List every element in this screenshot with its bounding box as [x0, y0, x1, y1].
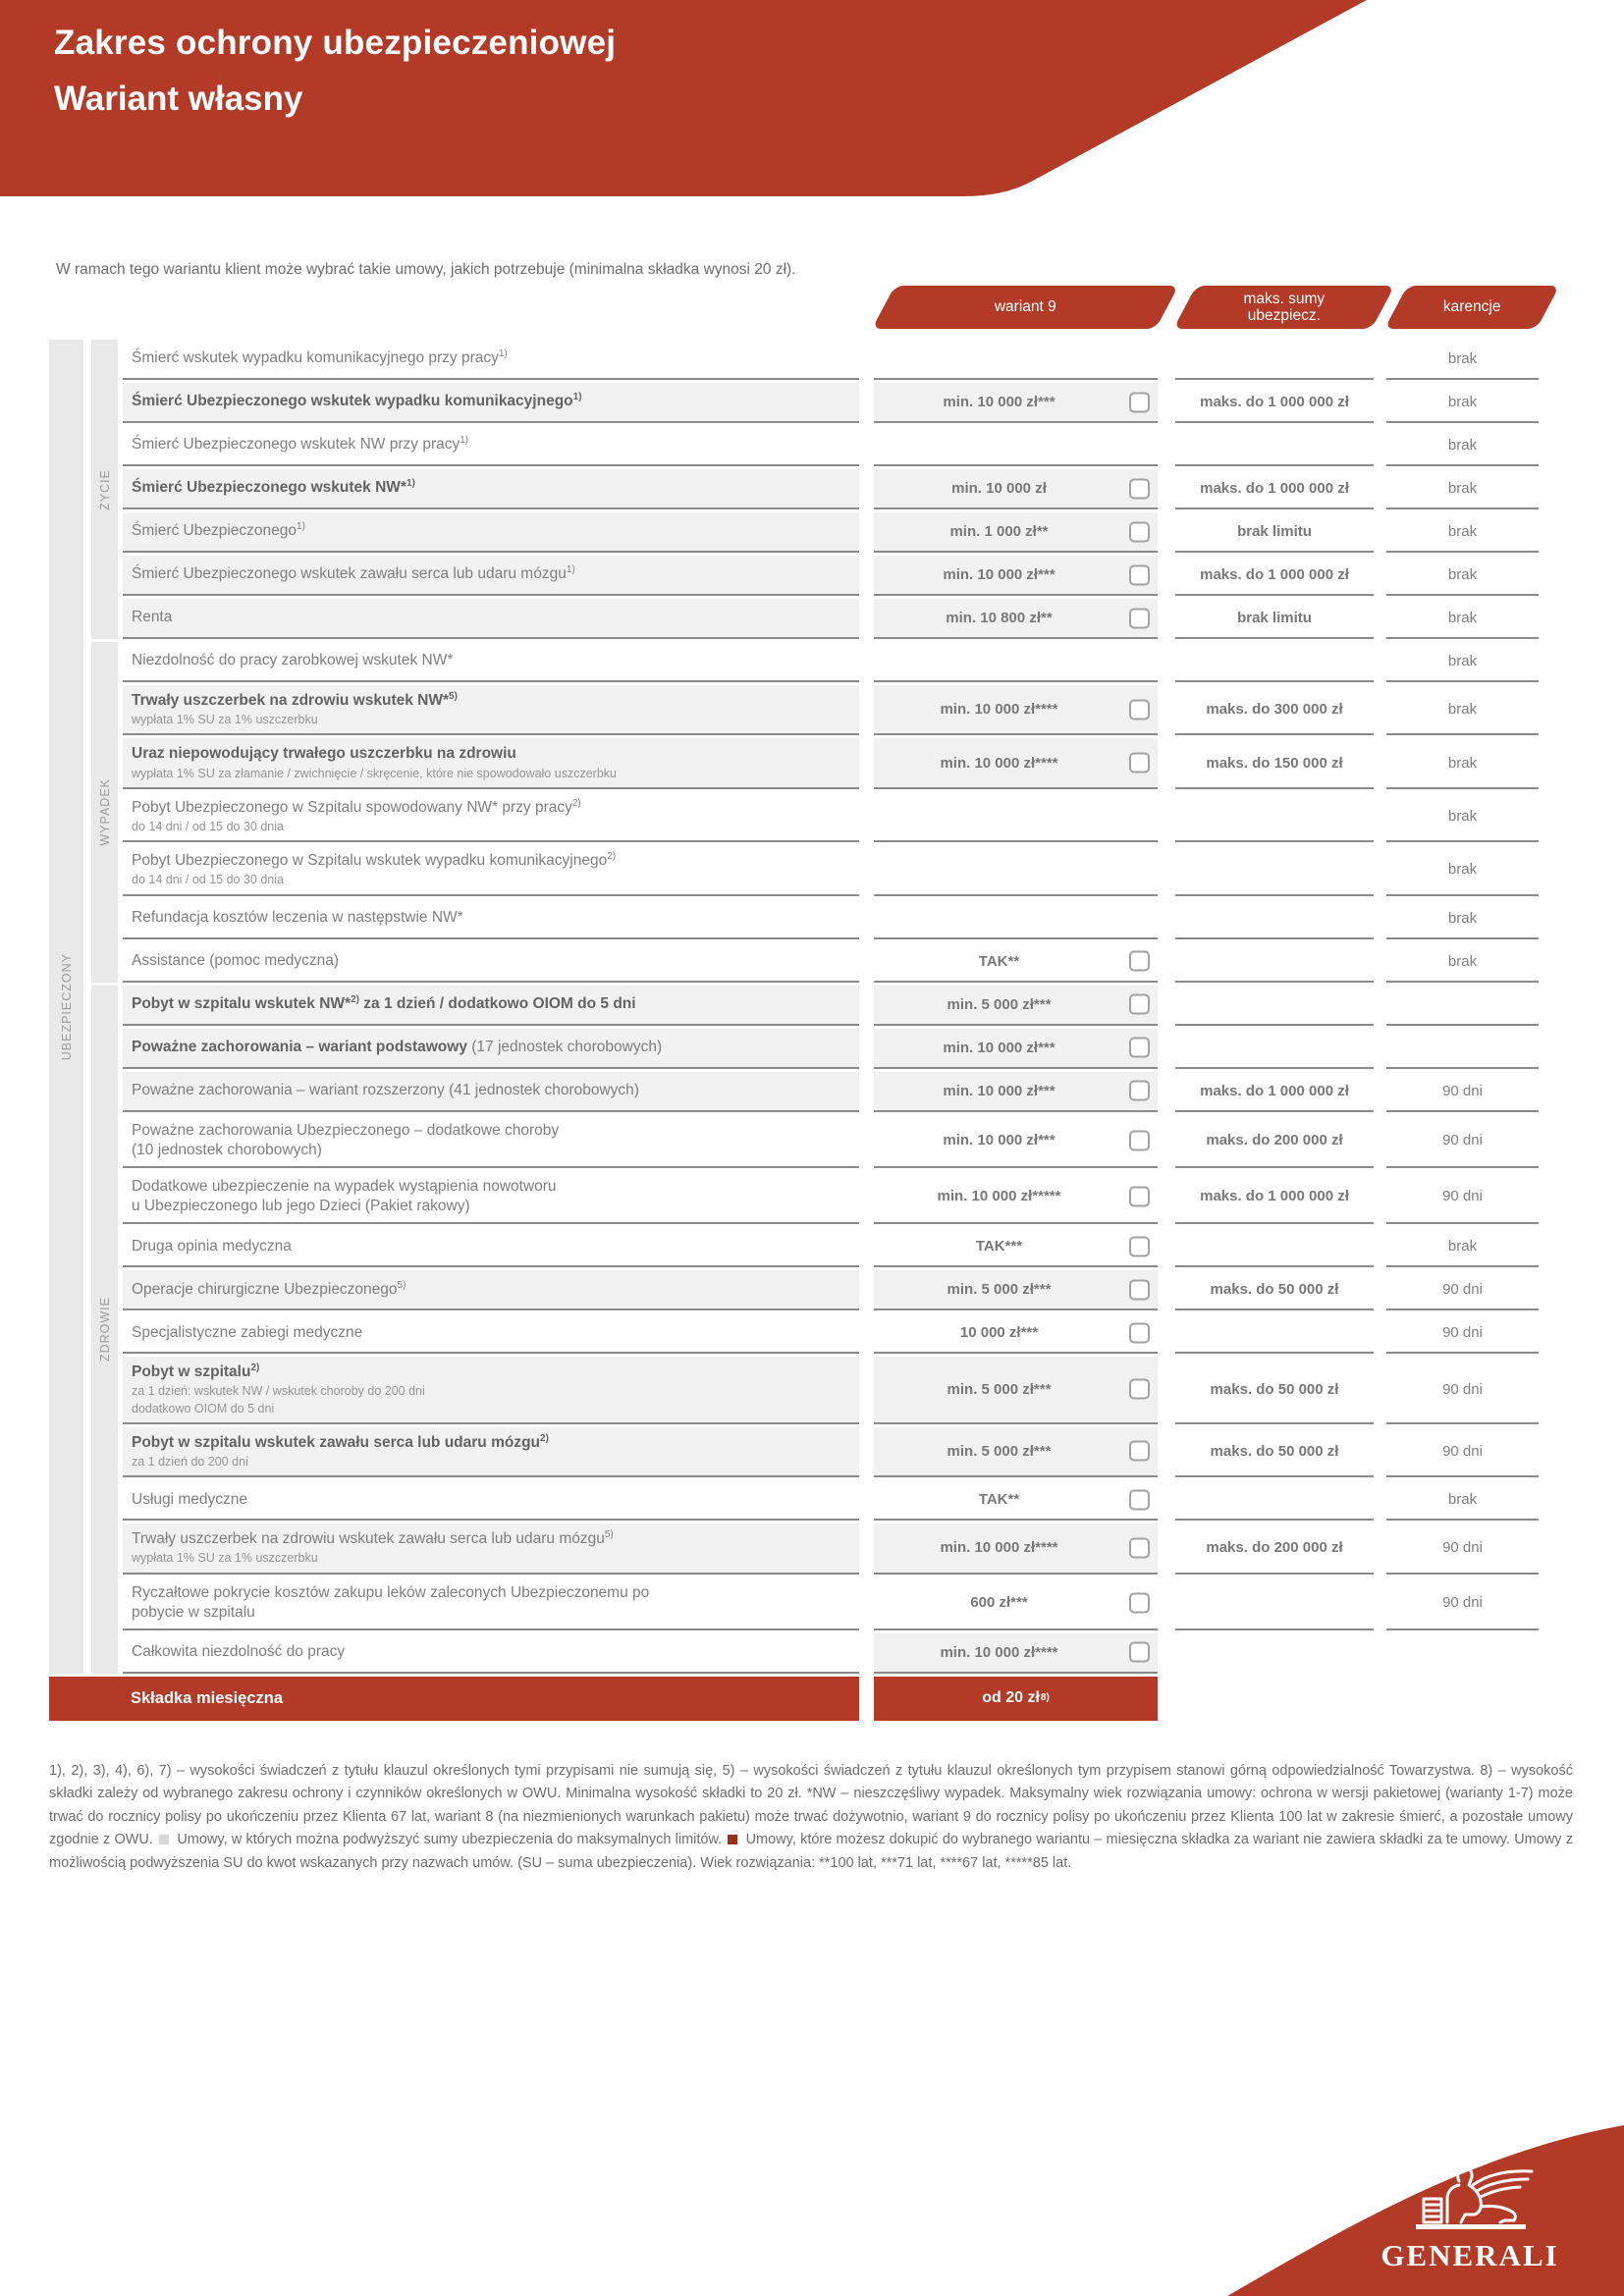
coverage-select-checkbox[interactable]: [1129, 521, 1150, 542]
coverage-select-checkbox[interactable]: [1129, 478, 1150, 499]
coverage-name: Śmierć Ubezpieczonego wskutek zawału serca lub udaru mózgu$^{1)}$: [123, 556, 859, 596]
coverage-waiting-period-value: brak: [1447, 610, 1478, 626]
monthly-premium-label: Składka miesięczna: [49, 1677, 859, 1721]
column-header-waiting-periods-label: karencje: [1442, 298, 1501, 316]
coverage-select-checkbox[interactable]: [1129, 1642, 1150, 1663]
coverage-waiting-period: [1386, 738, 1539, 788]
coverage-name: Śmierć Ubezpieczonego wskutek wypadku komunikacyjnego$^{1)}$: [123, 383, 859, 423]
coverage-select-checkbox[interactable]: [1129, 1537, 1150, 1558]
coverage-name: Operacje chirurgiczne Ubezpieczonego$^{5)}$: [123, 1270, 859, 1310]
coverage-min-sum: [874, 1313, 1158, 1354]
coverage-max-sum: [1175, 1357, 1374, 1424]
coverage-min-sum-value: min. 5 000 zł***: [947, 995, 1052, 1013]
coverage-max-sum: [1175, 469, 1374, 509]
column-headers: [49, 279, 1539, 334]
column-header-max-sums-label: maks. sumy ubezpiecz.: [1243, 290, 1326, 324]
coverage-waiting-period-value: brak: [1447, 861, 1478, 879]
coverage-min-sum: [874, 469, 1158, 509]
coverage-waiting-period-value: brak: [1447, 1238, 1478, 1255]
coverage-name: Pobyt w szpitalu$^{2)}$ za 1 dzień: wskutek NW / wskutek choroby do 200 dni dodatkowo OIOM do 5 dni: [123, 1357, 859, 1424]
coverage-name: Trwały uszczerbek na zdrowiu wskutek NW*$^{5)}$ wypłata 1% SU za 1% uszczerbku: [123, 685, 859, 735]
coverage-waiting-period: [1386, 599, 1539, 639]
coverage-name-detail: wypłata 1% SU za 1% uszczerbku: [132, 713, 318, 727]
coverage-waiting-period: [1386, 1227, 1539, 1267]
coverage-waiting-period: [1386, 1072, 1539, 1112]
coverage-waiting-period: [1386, 1313, 1539, 1354]
coverage-waiting-period: [1386, 1029, 1539, 1069]
coverage-min-sum: [874, 426, 1158, 466]
coverage-name: Assistance (pomoc medyczna): [123, 942, 859, 983]
coverage-name-detail: wypłata 1% SU za 1% uszczerbku: [132, 1551, 318, 1566]
coverage-name-detail: wypłata 1% SU za złamanie / zwichnięcie / skręcenie, które nie spowodowało uszczerbku: [132, 766, 617, 780]
coverage-min-sum: [874, 1633, 1158, 1674]
coverage-waiting-period: [1386, 340, 1539, 380]
coverage-max-sum: [1175, 599, 1374, 639]
coverage-max-sum: [1175, 845, 1374, 895]
monthly-premium-value: od 20 zł 8): [874, 1677, 1158, 1721]
coverage-waiting-period: [1386, 642, 1539, 682]
coverage-max-sum-value: maks. do 50 000 zł: [1210, 1380, 1339, 1398]
coverage-name-detail: za 1 dzień: wskutek NW / wskutek choroby do 200 dni: [132, 1384, 425, 1399]
coverage-select-checkbox[interactable]: [1129, 951, 1150, 972]
coverage-max-sum: [1175, 642, 1374, 682]
section-label-1: [91, 340, 118, 639]
coverage-select-checkbox[interactable]: [1129, 1130, 1150, 1150]
coverage-min-sum: [874, 1029, 1158, 1069]
coverage-min-sum: [874, 383, 1158, 423]
coverage-waiting-period-value: 90 dni: [1442, 1594, 1483, 1612]
coverage-min-sum-value: min. 10 000 zł****: [940, 701, 1058, 719]
section-label-3-label: ZDROWIE: [97, 1297, 112, 1362]
coverage-waiting-period: [1386, 792, 1539, 842]
coverage-waiting-period-value: brak: [1447, 807, 1478, 825]
coverage-max-sum: [1175, 1227, 1374, 1267]
coverage-waiting-period: [1386, 942, 1539, 983]
coverage-name: Usługi medyczne: [123, 1480, 859, 1521]
footnote-text-2: Umowy, w których można podwyższyć sumy ubezpieczenia do maksymalnych limitów.: [177, 1832, 723, 1848]
coverage-min-sum: [874, 1357, 1158, 1424]
coverage-max-sum-value: brak limitu: [1237, 610, 1312, 626]
coverage-waiting-period-value: brak: [1447, 701, 1478, 719]
coverage-select-checkbox[interactable]: [1129, 699, 1150, 720]
coverage-waiting-period: [1386, 1171, 1539, 1224]
coverage-waiting-period: [1386, 469, 1539, 509]
coverage-max-sum-value: maks. do 1 000 000 zł: [1200, 394, 1349, 410]
coverage-table-area: [49, 279, 1539, 1721]
coverage-waiting-period: [1386, 512, 1539, 553]
coverage-waiting-period: [1386, 1480, 1539, 1521]
coverage-max-sum-value: maks. do 1 000 000 zł: [1200, 1188, 1349, 1205]
footnote-text-3: Umowy, które możesz dokupić do wybranego wariantu – miesięczna składka za wariant nie zawiera składki za te umowy. Umowy z możliwością podwyższenia SU do kwot wskazanych przy nazwach umów. (SU – suma ubezpieczenia). Wiek rozwiązania: **100 lat, ***71 lat, ****67 lat, *****85 lat.: [49, 1832, 1573, 1871]
coverage-waiting-period-value: brak: [1447, 350, 1478, 367]
coverage-max-sum: [1175, 1427, 1374, 1477]
coverage-select-checkbox[interactable]: [1129, 1489, 1150, 1510]
coverage-waiting-period: [1386, 383, 1539, 423]
coverage-min-sum-value: TAK**: [978, 1491, 1020, 1509]
coverage-min-sum: [874, 792, 1158, 842]
coverage-max-sum-value: maks. do 50 000 zł: [1210, 1281, 1339, 1299]
coverage-name: Poważne zachorowania Ubezpieczonego – dodatkowe choroby (10 jednostek chorobowych): [123, 1115, 859, 1168]
coverage-min-sum: [874, 599, 1158, 639]
coverage-max-sum-value: maks. do 1 000 000 zł: [1200, 480, 1349, 497]
coverage-min-sum: [874, 340, 1158, 380]
shaded-row-legend-icon: [159, 1835, 169, 1844]
coverage-max-sum: [1175, 792, 1374, 842]
brand-corner: [1227, 2117, 1624, 2296]
coverage-max-sum-value: maks. do 1 000 000 zł: [1200, 1082, 1349, 1099]
coverage-max-sum: [1175, 685, 1374, 735]
coverage-min-sum: [874, 1171, 1158, 1224]
coverage-name: Poważne zachorowania – wariant podstawowy (17 jednostek chorobowych): [123, 1029, 859, 1069]
coverage-select-checkbox[interactable]: [1129, 1322, 1150, 1343]
coverage-min-sum: [874, 1270, 1158, 1310]
coverage-min-sum: [874, 738, 1158, 788]
generali-wordmark: GENERALI: [1380, 2238, 1559, 2272]
coverage-max-sum-value: maks. do 1 000 000 zł: [1200, 566, 1349, 583]
coverage-waiting-period-value: brak: [1447, 909, 1478, 927]
coverage-max-sum: [1175, 899, 1374, 939]
coverage-max-sum-value: maks. do 50 000 zł: [1210, 1442, 1339, 1460]
coverage-waiting-period: [1386, 1427, 1539, 1477]
coverage-name: Renta: [123, 599, 859, 639]
coverage-max-sum: [1175, 1577, 1374, 1630]
coverage-waiting-period-value: brak: [1447, 394, 1478, 410]
section-label-1-label: ŻYCIE: [97, 468, 112, 510]
coverage-min-sum: [874, 1072, 1158, 1112]
coverage-min-sum-value: min. 10 800 zł**: [946, 610, 1053, 626]
footnotes: [49, 1760, 1573, 1875]
coverage-select-checkbox[interactable]: [1129, 1379, 1150, 1400]
coverage-max-sum: [1175, 1270, 1374, 1310]
page-subtitle: Wariant własny: [54, 80, 303, 118]
coverage-waiting-period: [1386, 556, 1539, 596]
coverage-waiting-period: [1386, 899, 1539, 939]
coverage-waiting-period-value: brak: [1447, 653, 1478, 669]
coverage-waiting-period-value: 90 dni: [1442, 1380, 1483, 1398]
coverage-name: Pobyt Ubezpieczonego w Szpitalu wskutek wypadku komunikacyjnego$^{2)}$ do 14 dni / od 15 do 30 dnia: [123, 845, 859, 895]
coverage-waiting-period: [1386, 1633, 1539, 1674]
page-title: Zakres ochrony ubezpieczeniowej: [54, 24, 617, 62]
coverage-max-sum: [1175, 340, 1374, 380]
coverage-min-sum: [874, 1480, 1158, 1521]
coverage-name-detail: do 14 dni / od 15 do 30 dnia: [132, 819, 284, 833]
coverage-select-checkbox[interactable]: [1129, 1081, 1150, 1101]
coverage-max-sum-value: maks. do 300 000 zł: [1206, 701, 1343, 719]
coverage-waiting-period: [1386, 685, 1539, 735]
coverage-min-sum: [874, 845, 1158, 895]
coverage-name: Śmierć wskutek wypadku komunikacyjnego przy pracy$^{1)}$: [123, 340, 859, 380]
coverage-table: [49, 340, 1539, 1721]
coverage-waiting-period-value: 90 dni: [1442, 1188, 1483, 1205]
coverage-min-sum-value: min. 10 000 zł***: [943, 1132, 1056, 1149]
coverage-name: Pobyt Ubezpieczonego w Szpitalu spowodowany NW* przy pracy$^{2)}$ do 14 dni / od 15 do 30 dnia: [123, 792, 859, 842]
group-label-insured: [49, 340, 83, 1674]
coverage-min-sum: [874, 1427, 1158, 1477]
coverage-min-sum-value: min. 10 000 zł***: [943, 1082, 1056, 1099]
coverage-max-sum: [1175, 1523, 1374, 1574]
coverage-name: Pobyt w szpitalu wskutek zawału serca lub udaru mózgu$^{2)}$ za 1 dzień do 200 dni: [123, 1427, 859, 1477]
coverage-select-checkbox[interactable]: [1129, 1279, 1150, 1300]
coverage-select-checkbox[interactable]: [1129, 994, 1150, 1015]
coverage-max-sum: [1175, 556, 1374, 596]
coverage-waiting-period-value: 90 dni: [1442, 1281, 1483, 1299]
coverage-name: Specjalistyczne zabiegi medyczne: [123, 1313, 859, 1354]
section-label-2: [91, 642, 118, 983]
coverage-max-sum-value: brak limitu: [1237, 523, 1312, 540]
coverage-waiting-period: [1386, 1523, 1539, 1574]
coverage-min-sum: [874, 942, 1158, 983]
coverage-name: Uraz niepowodujący trwałego uszczerbku na zdrowiu wypłata 1% SU za złamanie / zwichnięcie / skręcenie, które nie spowodowało uszczerbku: [123, 738, 859, 788]
coverage-waiting-period-value: brak: [1447, 523, 1478, 540]
coverage-min-sum: [874, 986, 1158, 1026]
coverage-waiting-period-value: 90 dni: [1442, 1539, 1483, 1557]
coverage-name: Ryczałtowe pokrycie kosztów zakupu leków zaleconych Ubezpieczonemu po pobycie w szpitalu: [123, 1577, 859, 1630]
coverage-max-sum: [1175, 1115, 1374, 1168]
coverage-min-sum: [874, 642, 1158, 682]
coverage-max-sum-value: maks. do 150 000 zł: [1206, 754, 1343, 772]
coverage-min-sum-value: min. 10 000 zł***: [943, 1039, 1056, 1056]
coverage-waiting-period-value: 90 dni: [1442, 1442, 1483, 1460]
coverage-name-detail: za 1 dzień do 200 dni: [132, 1454, 248, 1468]
column-header-waiting-periods: [1384, 286, 1559, 329]
coverage-min-sum-value: TAK**: [978, 952, 1020, 970]
coverage-min-sum-value: TAK***: [975, 1238, 1023, 1255]
coverage-waiting-period-value: brak: [1447, 754, 1478, 772]
footnote-text-1: 1), 2), 3), 4), 6), 7) – wysokości świadczeń z tytułu klauzul określonych tymi przypisami nie sumują się, 5) – wysokości świadczeń z tytułu klauzul określonych tym przypisem stanowi górną odpowiedzialność Towarzystwa. 8) – wysokość składki zależy od wybranego zakresu ochrony i czynników określonych w OWU. Minimalna wysokość składki to 20 zł. *NW – nieszczęśliwy wypadek. Maksymalny wiek rozwiązania umowy: ochrona w wersji pakietowej (warianty 1-7) może trwać do rocznicy polisy po ukończeniu przez Klienta 67 lat, wariant 8 (na niezmienionych warunkach pakietu) może trwać dożywotnio, wariant 9 do rocznicy polisy po ukończeniu przez Klienta 100 lat w zakresie śmierć, a pozostałe umowy zgodnie z OWU.: [49, 1762, 1573, 1848]
coverage-max-sum: [1175, 942, 1374, 983]
group-label-insured-label: UBEZPIECZONY: [59, 952, 74, 1061]
coverage-waiting-period-value: 90 dni: [1442, 1324, 1483, 1342]
coverage-max-sum: [1175, 1480, 1374, 1521]
coverage-select-checkbox[interactable]: [1129, 564, 1150, 585]
coverage-max-sum: [1175, 986, 1374, 1026]
coverage-min-sum: [874, 899, 1158, 939]
coverage-min-sum: [874, 1577, 1158, 1630]
coverage-max-sum: [1175, 738, 1374, 788]
column-header-max-sums: [1173, 286, 1394, 329]
coverage-select-checkbox[interactable]: [1129, 1236, 1150, 1256]
coverage-min-sum: [874, 1523, 1158, 1574]
coverage-name: Śmierć Ubezpieczonego$^{1)}$: [123, 512, 859, 553]
coverage-max-sum-value: maks. do 200 000 zł: [1206, 1132, 1343, 1149]
generali-lion-icon: [1396, 2162, 1543, 2238]
coverage-min-sum-value: min. 1 000 zł**: [949, 523, 1049, 540]
column-header-variant: [872, 286, 1178, 329]
intro-text: W ramach tego wariantu klient może wybrać takie umowy, jakich potrzebuje (minimalna składka wynosi 20 zł).: [56, 261, 796, 278]
coverage-name-detail: do 14 dni / od 15 do 30 dnia: [132, 873, 284, 887]
coverage-max-sum: [1175, 1072, 1374, 1112]
header-banner: [0, 0, 1624, 196]
coverage-min-sum: [874, 1227, 1158, 1267]
coverage-name: Druga opinia medyczna: [123, 1227, 859, 1267]
coverage-max-sum: [1175, 512, 1374, 553]
coverage-select-checkbox[interactable]: [1129, 753, 1150, 774]
coverage-max-sum: [1175, 426, 1374, 466]
coverage-select-checkbox[interactable]: [1129, 1038, 1150, 1058]
coverage-min-sum: [874, 512, 1158, 553]
addon-legend-icon: [728, 1835, 737, 1844]
coverage-min-sum-value: min. 10 000 zł*****: [937, 1188, 1061, 1205]
coverage-waiting-period-value: brak: [1447, 480, 1478, 497]
coverage-waiting-period-value: brak: [1447, 437, 1478, 454]
coverage-name: Trwały uszczerbek na zdrowiu wskutek zawału serca lub udaru mózgu$^{5)}$ wypłata 1% SU za 1% uszczerbku: [123, 1523, 859, 1574]
column-header-variant-label: wariant 9: [994, 298, 1056, 316]
coverage-min-sum-value: min. 10 000 zł***: [943, 566, 1056, 583]
coverage-waiting-period-value: brak: [1447, 1491, 1478, 1509]
coverage-min-sum: [874, 556, 1158, 596]
coverage-min-sum: [874, 1115, 1158, 1168]
coverage-waiting-period: [1386, 845, 1539, 895]
coverage-name: Pobyt w szpitalu wskutek NW*$^{2)}$ za 1 dzień / dodatkowo OIOM do 5 dni: [123, 986, 859, 1026]
coverage-waiting-period: [1386, 1115, 1539, 1168]
coverage-waiting-period: [1386, 1270, 1539, 1310]
coverage-name: Całkowita niezdolność do pracy: [123, 1633, 859, 1674]
coverage-waiting-period-value: 90 dni: [1442, 1132, 1483, 1149]
coverage-select-checkbox[interactable]: [1129, 1186, 1150, 1206]
coverage-name: Poważne zachorowania – wariant rozszerzony (41 jednostek chorobowych): [123, 1072, 859, 1112]
coverage-select-checkbox[interactable]: [1129, 392, 1150, 412]
coverage-waiting-period-value: brak: [1447, 952, 1478, 970]
coverage-min-sum-value: min. 5 000 zł***: [947, 1442, 1052, 1460]
coverage-waiting-period-value: brak: [1447, 566, 1478, 583]
coverage-min-sum-value: min. 10 000 zł: [951, 480, 1047, 497]
coverage-select-checkbox[interactable]: [1129, 608, 1150, 628]
coverage-min-sum-value: min. 10 000 zł****: [940, 754, 1058, 772]
coverage-max-sum-value: maks. do 200 000 zł: [1206, 1539, 1343, 1557]
coverage-name: Refundacja kosztów leczenia w następstwie NW*: [123, 899, 859, 939]
coverage-waiting-period: [1386, 426, 1539, 466]
coverage-name: Dodatkowe ubezpieczenie na wypadek wystąpienia nowotworu u Ubezpieczonego lub jego Dzieci (Pakiet rakowy): [123, 1171, 859, 1224]
coverage-name: Niezdolność do pracy zarobkowej wskutek NW*: [123, 642, 859, 682]
section-label-2-label: WYPADEK: [97, 777, 112, 846]
coverage-min-sum-value: min. 10 000 zł****: [940, 1539, 1058, 1557]
coverage-waiting-period-value: 90 dni: [1442, 1082, 1483, 1099]
coverage-min-sum-value: min. 10 000 zł****: [940, 1643, 1058, 1661]
coverage-waiting-period: [1386, 1577, 1539, 1630]
coverage-name: Śmierć Ubezpieczonego wskutek NW przy pracy$^{1)}$: [123, 426, 859, 466]
section-label-3: [91, 986, 118, 1674]
coverage-max-sum: [1175, 1171, 1374, 1224]
coverage-name: Śmierć Ubezpieczonego wskutek NW*$^{1)}$: [123, 469, 859, 509]
coverage-select-checkbox[interactable]: [1129, 1592, 1150, 1613]
coverage-max-sum: [1175, 1313, 1374, 1354]
coverage-max-sum: [1175, 383, 1374, 423]
coverage-min-sum-value: min. 10 000 zł***: [943, 394, 1056, 410]
generali-logo: [1357, 2162, 1583, 2270]
coverage-max-sum: [1175, 1029, 1374, 1069]
coverage-name-detail: dodatkowo OIOM do 5 dni: [132, 1401, 275, 1415]
coverage-select-checkbox[interactable]: [1129, 1441, 1150, 1462]
coverage-max-sum: [1175, 1633, 1374, 1674]
coverage-waiting-period: [1386, 1357, 1539, 1424]
coverage-min-sum-value: min. 5 000 zł***: [947, 1281, 1052, 1299]
coverage-min-sum-value: min. 5 000 zł***: [947, 1380, 1052, 1398]
coverage-min-sum: [874, 685, 1158, 735]
coverage-min-sum-value: 10 000 zł***: [959, 1324, 1039, 1342]
coverage-waiting-period: [1386, 986, 1539, 1026]
coverage-min-sum-value: 600 zł***: [970, 1594, 1028, 1612]
